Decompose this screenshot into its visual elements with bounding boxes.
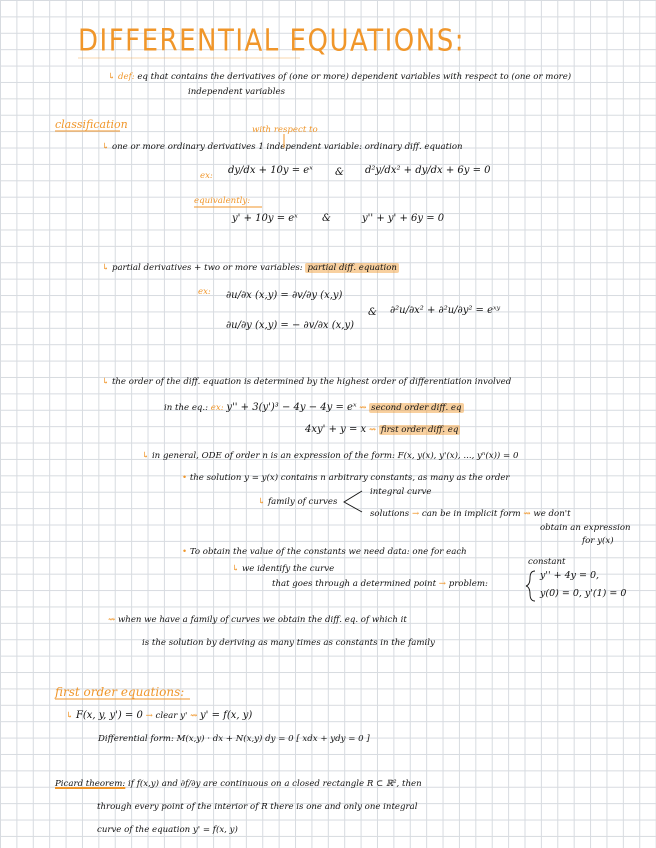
solution-text: the solution y = y(x) contains n arbitrary constants, as many as the order: [189, 473, 510, 483]
ex-label: ex:: [198, 287, 211, 297]
solutions-label: solutions: [370, 509, 410, 519]
arrow-icon: ↳: [66, 711, 74, 721]
partial-eq-1: ∂u/∂x (x,y) = ∂v/∂y (x,y): [226, 290, 343, 301]
first-order-eq: F(x, y, y') = 0: [75, 710, 143, 721]
system-eq-1: y'' + 4y = 0,: [540, 570, 600, 581]
bullet-icon: •: [182, 547, 188, 557]
page-title: DIFFERENTIAL EQUATIONS:: [78, 24, 465, 59]
clear-text: clear y': [155, 711, 188, 721]
arrow-right-icon: →: [145, 711, 153, 721]
problem-text: problem:: [448, 579, 488, 589]
equivalently-label: equivalently:: [194, 196, 251, 206]
definition-text: eq that contains the derivatives of (one or more) dependent variables with respect to (one or more): [137, 72, 572, 82]
definition-line-2: independent variables: [188, 87, 286, 97]
through-text: that goes through a determined point: [272, 579, 437, 589]
order-prefix: in the eq.:: [164, 403, 209, 413]
theorem-text-1: if f(x,y) and ∂f/∂y are continuous on a closed rectangle R ⊂ ℝ², then: [128, 779, 422, 789]
family-text: family of curves: [267, 497, 338, 507]
squiggle-arrow-icon: ⇝: [108, 615, 116, 625]
theorem-name: Picard theorem:: [55, 779, 126, 789]
definition-label: def:: [117, 72, 135, 82]
ordinary-text: one or more ordinary derivatives 1 independent variable: ordinary diff. equation: [111, 142, 463, 152]
squiggle-arrow-icon: ⇝: [359, 403, 367, 413]
ordinary-eq-4: y'' + y' + 6y = 0: [362, 213, 445, 224]
arrow-icon: ↳: [142, 451, 150, 461]
and-symbol: &: [368, 307, 377, 318]
for-y-text: for y(x): [582, 536, 614, 546]
arrow-right-icon: →: [438, 579, 446, 589]
arrow-icon: ↳: [108, 72, 116, 82]
family-eq-line-2: is the solution by deriving as many times as constants in the family: [142, 638, 435, 648]
arrow-icon: ↳: [258, 497, 266, 507]
order-text: the order of the diff. equation is determined by the highest order of differentiation involved: [111, 377, 512, 387]
and-symbol: &: [335, 167, 344, 178]
ordinary-eq-3: y' + 10y = eˣ: [232, 213, 298, 224]
partial-eq-3: ∂²u/∂x² + ∂²u/∂y² = eˣʸ: [390, 305, 501, 316]
general-text: in general, ODE of order n is an expression of the form: F(x, y(x), y'(x), ..., yⁿ(x)) = 0: [151, 451, 519, 461]
and-symbol: &: [322, 213, 331, 224]
arrow-icon: ↳: [102, 263, 110, 273]
implicit-text: can be in implicit form: [421, 509, 521, 519]
ex-label: ex:: [210, 403, 224, 413]
identify-text: we identify the curve: [241, 564, 335, 574]
order-eq-2-note: first order diff. eq: [380, 425, 459, 435]
squiggle-arrow-icon: ⇝: [190, 711, 198, 721]
order-eq-1-note: second order diff. eq: [371, 403, 462, 413]
first-order-explicit: y' = f(x, y): [200, 710, 253, 721]
system-brace: [526, 571, 535, 601]
obtain-text: obtain an expression: [540, 523, 631, 533]
arrow-right-icon: →: [411, 509, 420, 519]
partial-label: partial diff. equation: [307, 263, 397, 273]
integral-curve-label: integral curve: [370, 487, 432, 497]
family-brace: [344, 491, 362, 512]
ordinary-eq-2: d²y/dx² + dy/dx + 6y = 0: [365, 165, 491, 176]
squiggle-arrow-icon: ⇝: [523, 509, 531, 519]
ex-label: ex:: [200, 171, 213, 181]
theorem-line-3: curve of the equation y' = f(x, y): [97, 825, 238, 835]
differential-form-line: Differential form: M(x,y) · dx + N(x,y) dy = 0 [ xdx + ydy = 0 ]: [98, 734, 370, 744]
ordinary-eq-1: dy/dx + 10y = eˣ: [228, 165, 313, 176]
partial-eq-2: ∂u/∂y (x,y) = − ∂v/∂x (x,y): [226, 320, 354, 331]
order-eq-2: 4xy' + y = x: [305, 424, 367, 435]
partial-text: partial derivatives + two or more variables:: [111, 263, 303, 273]
we-dont-text: we don't: [533, 509, 571, 519]
system-eq-2: y(0) = 0, y'(1) = 0: [540, 588, 627, 599]
arrow-icon: ↳: [102, 142, 110, 152]
arrow-icon: ↳: [232, 564, 240, 574]
with-respect-to-note: with respect to: [252, 125, 318, 135]
first-order-heading: first order equations:: [55, 685, 185, 699]
squiggle-arrow-icon: ⇝: [368, 425, 377, 435]
family-eq-text-1: when we have a family of curves we obtain the diff. eq. of which it: [117, 615, 407, 625]
bullet-icon: •: [182, 473, 188, 483]
theorem-line-2: through every point of the interior of R there is one and only one integral: [97, 802, 418, 812]
arrow-icon: ↳: [102, 377, 110, 387]
constants-text: To obtain the value of the constants we need data: one for each: [189, 547, 467, 557]
order-eq-1: y'' + 3(y')³ − 4y − 4y = eˣ: [226, 402, 357, 413]
constant-text: constant: [528, 557, 566, 567]
classification-heading: classification: [55, 118, 128, 131]
